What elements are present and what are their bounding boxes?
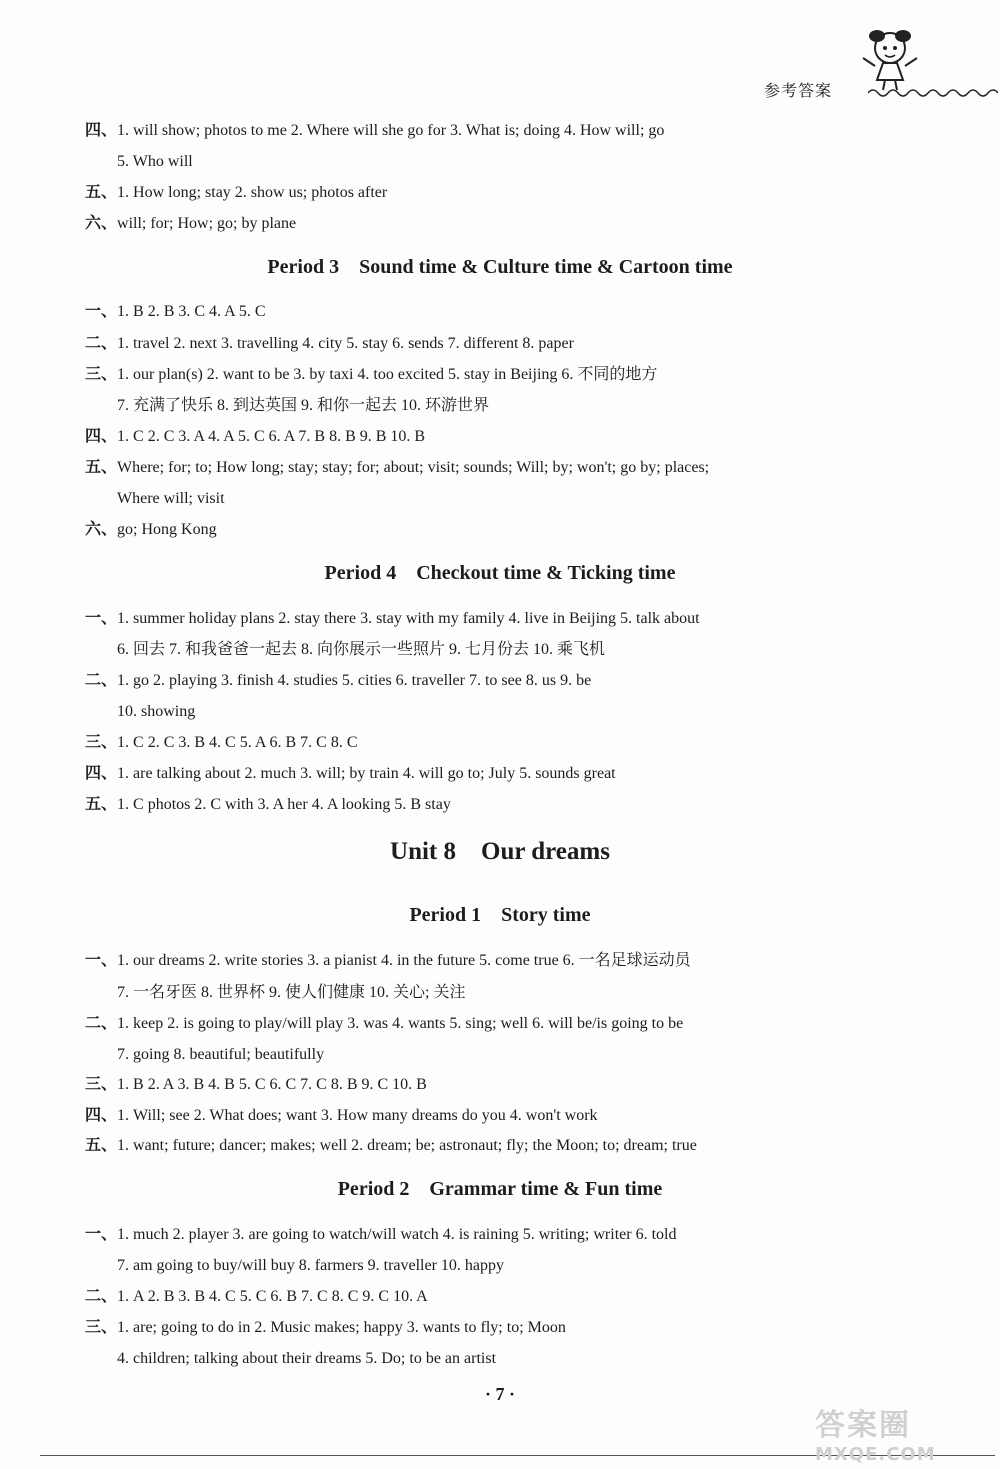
answer-text: 1. summer holiday plans 2. stay there 3. stay with my family 4. live in Beijing 5. talk about: [117, 610, 700, 627]
question-marker: 五、: [85, 459, 118, 476]
answer-text: 1. B 2. B 3. C 4. A 5. C: [117, 303, 266, 320]
answer-line: [117, 152, 193, 172]
answer-line: [85, 671, 591, 691]
answer-line: [85, 458, 709, 478]
answer-line: [85, 1318, 566, 1338]
answer-line: [117, 702, 195, 722]
question-marker: 四、: [85, 1107, 118, 1124]
answer-text: 1. are; going to do in 2. Music makes; happy 3. wants to fly; to; Moon: [117, 1319, 566, 1336]
answer-text: 7. 充满了快乐 8. 到达英国 9. 和你一起去 10. 环游世界: [117, 397, 490, 414]
answer-text: 1. are talking about 2. much 3. will; by train 4. will go to; July 5. sounds great: [117, 765, 616, 782]
answer-text: 1. C photos 2. C with 3. A her 4. A looking 5. B stay: [117, 796, 451, 813]
question-marker: 五、: [85, 184, 118, 201]
question-marker: 五、: [85, 1137, 118, 1154]
question-marker: 四、: [85, 428, 118, 445]
wave-decoration: [868, 86, 998, 105]
section-title: Period 3 Sound time & Culture time & Cartoon time: [267, 256, 733, 278]
question-marker: 二、: [85, 672, 118, 689]
answer-line: [117, 1349, 496, 1369]
answer-text: 1. A 2. B 3. B 4. C 5. C 6. B 7. C 8. C 9. C 10. A: [117, 1288, 428, 1305]
answer-line: [85, 121, 664, 141]
answer-text: 1. B 2. A 3. B 4. B 5. C 6. C 7. C 8. B 9. C 10. B: [117, 1076, 427, 1093]
answer-line: [85, 1225, 676, 1245]
answer-text: 1. much 2. player 3. are going to watch/will watch 4. is raining 5. writing; writer 6. told: [117, 1226, 677, 1243]
answer-text: 1. C 2. C 3. A 4. A 5. C 6. A 7. B 8. B 9. B 10. B: [117, 428, 426, 445]
answer-text: 6. 回去 7. 和我爸爸一起去 8. 向你展示一些照片 9. 七月份去 10. 乘飞机: [117, 641, 606, 658]
question-marker: 五、: [85, 796, 118, 813]
answer-text: 1. travel 2. next 3. travelling 4. city 5. stay 6. sends 7. different 8. paper: [117, 335, 574, 352]
question-marker: 一、: [85, 610, 118, 627]
answer-line: [85, 302, 266, 322]
answer-text: 1. will show; photos to me 2. Where will she go for 3. What is; doing 4. How will; go: [117, 122, 665, 139]
question-marker: 三、: [85, 734, 118, 751]
watermark-bottom: MXQE.COM: [815, 1444, 936, 1465]
answer-text: 10. showing: [117, 703, 196, 720]
answer-line: [117, 1045, 324, 1065]
answer-text: 7. going 8. beautiful; beautifully: [117, 1046, 325, 1063]
answer-line: [85, 733, 358, 753]
answer-text: 4. children; talking about their dreams 5. Do; to be an artist: [117, 1350, 497, 1367]
question-marker: 六、: [85, 215, 118, 232]
answer-line: [85, 427, 425, 447]
answer-text: 7. am going to buy/will buy 8. farmers 9. traveller 10. happy: [117, 1257, 505, 1274]
answer-text: 1. go 2. playing 3. finish 4. studies 5. cities 6. traveller 7. to see 8. us 9. be: [117, 672, 592, 689]
question-marker: 一、: [85, 1226, 118, 1243]
answer-text: Where will; visit: [117, 490, 225, 507]
answer-line: [85, 795, 451, 815]
answer-line: [85, 334, 574, 354]
answer-text: 1. How long; stay 2. show us; photos after: [117, 184, 388, 201]
question-marker: 二、: [85, 1015, 118, 1032]
answer-text: 7. 一名牙医 8. 世界杯 9. 使人们健康 10. 关心; 关注: [117, 984, 466, 1001]
answer-text: 1. our plan(s) 2. want to be 3. by taxi 4. too excited 5. stay in Beijing 6. 不同的地方: [117, 366, 658, 383]
answer-line: [85, 609, 700, 629]
question-marker: 一、: [85, 952, 118, 969]
question-marker: 六、: [85, 521, 118, 538]
question-marker: 一、: [85, 303, 118, 320]
question-marker: 二、: [85, 335, 118, 352]
answer-line: [117, 396, 489, 416]
answer-text: go; Hong Kong: [117, 521, 217, 538]
answer-line: [117, 640, 605, 660]
answer-line: [117, 1256, 504, 1276]
answer-text: 1. keep 2. is going to play/will play 3. was 4. wants 5. sing; well 6. will be/is going to be: [117, 1015, 684, 1032]
answer-line: [85, 520, 217, 540]
answer-line: [85, 365, 657, 385]
answer-line: [85, 1287, 428, 1307]
answer-line: [85, 951, 691, 971]
question-marker: 四、: [85, 765, 118, 782]
question-marker: 二、: [85, 1288, 118, 1305]
watermark: [815, 1400, 985, 1465]
answer-text: 1. want; future; dancer; makes; well 2. dream; be; astronaut; fly; the Moon; to; dream; true: [117, 1137, 697, 1154]
watermark-top: 答案圈: [815, 1408, 911, 1443]
answer-text: 1. Will; see 2. What does; want 3. How many dreams do you 4. won't work: [117, 1107, 598, 1124]
header-label: 参考答案: [764, 81, 833, 100]
answer-line: [85, 1136, 697, 1156]
answer-text: 1. C 2. C 3. B 4. C 5. A 6. B 7. C 8. C: [117, 734, 358, 751]
section-title: Period 2 Grammar time & Fun time: [337, 1178, 663, 1200]
question-marker: 三、: [85, 366, 118, 383]
question-marker: 四、: [85, 122, 118, 139]
question-marker: 三、: [85, 1319, 118, 1336]
answer-text: 5. Who will: [117, 153, 193, 170]
answer-text: 1. our dreams 2. write stories 3. a pianist 4. in the future 5. come true 6. 一名足球运动员: [117, 952, 691, 969]
answer-line: [85, 764, 616, 784]
answer-line: [117, 489, 225, 509]
answer-line: [85, 183, 387, 203]
answer-line: [85, 1014, 683, 1034]
section-title: Period 4 Checkout time & Ticking time: [324, 562, 676, 584]
answer-line: [85, 214, 296, 234]
answer-line: [117, 983, 465, 1003]
unit-title: Unit 8 Our dreams: [390, 838, 610, 865]
answer-text: Where; for; to; How long; stay; stay; for; about; visit; sounds; Will; by; won't; go by; places;: [117, 459, 710, 476]
page-number: · 7 ·: [484, 1384, 515, 1404]
answer-line: [85, 1106, 598, 1126]
section-title: Period 1 Story time: [409, 904, 591, 926]
answer-line: [85, 1075, 427, 1095]
question-marker: 三、: [85, 1076, 118, 1093]
answer-text: will; for; How; go; by plane: [117, 215, 297, 232]
